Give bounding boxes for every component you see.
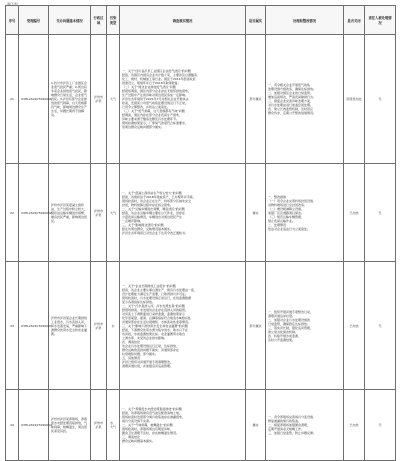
text-line: 但周边群众反映问题部分属实。 (122, 125, 165, 129)
row-district: 泸州市泸县 (91, 164, 107, 262)
text-line: 一、责令养殖场完善雨污分流设施， (268, 415, 317, 419)
text-line: 该河段，水质监测结果达标。农业灌溉用水取自 (122, 331, 186, 336)
row-handling (266, 262, 344, 390)
text-line: 经查，下游群众饮用水源为集中供水，取水口不在 (122, 327, 189, 332)
text-line: 经查，该养殖场建有沼气池及配套消纳土地， (122, 411, 183, 415)
text-line: 一、整改措施 (268, 194, 287, 199)
text-line: 对污水处理站进行加盖密闭处理。 (268, 103, 314, 107)
row-issue: 1.四川市泸县工厂业园区企业废气扰民严重；2.周边有多家企业排放废气扰民，影响群众日常生活，企业废气扰民。3.泸县有部分企业排放的废气刺鼻，白天夜晚都有气味，影响周边群众生产生活，问题长期得不到解决。 (49, 35, 91, 164)
text-line: 一、组织开展河道专项整治行动， (268, 309, 314, 314)
text-line: 经现场调查，园区内部分企业存在无组织排放现象， (122, 89, 192, 93)
text-line: 该企业污水处理设施运行正常，达标排放， (122, 343, 180, 348)
text-line: 一、关于"养殖废水未经处理直接排放"的问题 (122, 407, 182, 411)
text-line: 检查，发现某公司废气收集处理设施运行不正常， (122, 101, 189, 105)
text-line: 依法对企业违法行为立案查处。 (268, 226, 311, 231)
row-code: X3HL202107090001 (19, 35, 49, 164)
text-line: 二、督促养殖场加强圈舍清理， (268, 423, 311, 427)
text-line: 群众诉求，定期公开整改进展情况。 (268, 111, 317, 115)
row-pollution: 水 (107, 262, 120, 390)
text-line: 一定噪声影响。 (122, 218, 144, 223)
text-line: 经查，该企业运输车辆主要在白天作业，但存在 (122, 210, 186, 215)
text-line: 修复渗漏的粪污收集池。 (268, 419, 302, 423)
header-accountability: 责任人被处理情况 (365, 6, 396, 35)
text-line: 及时公开监测结果。 (268, 337, 296, 342)
table-row (6, 35, 396, 164)
row-pollution: 大气 (107, 35, 120, 164)
row-verdict: 部分属实 (246, 262, 266, 390)
text-line: （二）增设喷淋降尘设施， (268, 206, 305, 211)
header-code: 受理编号 (19, 6, 49, 35)
text-line: 经现场排查，未发现该企业存在直排入河的暗管。 (122, 307, 189, 312)
document-note: （续下表） (5, 2, 21, 6)
row-verdict: 属实 (246, 390, 266, 461)
row-accountability: 无 (365, 35, 396, 164)
row-pollution: 大气 (107, 164, 120, 262)
row-verdict: 部分属实 (246, 35, 266, 164)
text-line: 经查，该园区内现有企业共计数十家，主要涉及白酒酿造、 (122, 73, 201, 77)
text-line: 批准设立，规划环评已于2016年取得批复。 (122, 81, 181, 85)
row-investigation (120, 390, 246, 461)
text-line: 泸县生态环境局于2021年7月对相关企业开展执法 (122, 97, 189, 101)
text-line: 三、关于"影响下游饮用水安全和农业灌溉"的问题 (122, 323, 188, 328)
row-handling (266, 35, 344, 164)
row-code: X3HL202107090003 (19, 262, 49, 390)
text-line: 化学需氧量、氨氮、总磷等指标符合地表水Ⅲ类标准。 (122, 315, 194, 320)
text-line: 现场检查时，污水处理设施正常运行，在线监测数据 (122, 295, 192, 300)
text-line: 封闭，物料装卸过程中存在扬尘现象。 (122, 202, 174, 207)
text-line: 少量夜间运输情况，车辆进出对周边居民产生 (122, 214, 183, 219)
text-line: 异味主要来源于酿造发酵及污水处理环节。 (122, 117, 180, 121)
row-number: 23 (6, 262, 19, 390)
header-closed: 是否关闭 (344, 6, 365, 35)
text-line: 五、其他情况 (122, 355, 141, 360)
row-accountability: 无 (365, 390, 396, 461)
row-number: 24 (6, 390, 19, 461)
header-handling: 处理和整改情况 (266, 6, 344, 35)
text-line: 二、加强对园区企业的日常监管， (268, 91, 314, 95)
row-closed: 已办结 (344, 164, 365, 262)
text-line: 一、关于"企业长期排放工业废水"的问题 (122, 283, 176, 288)
header-issue: 交办问题基本情况 (49, 6, 91, 35)
header-district: 行政区域 (91, 6, 107, 35)
row-closed: 已办结 (344, 390, 365, 461)
row-accountability: 无 (365, 262, 396, 390)
text-line: 群众反映问题基本属实。 (122, 439, 156, 443)
table-row (6, 262, 396, 390)
text-line: 对物料堆场进行全封闭改造。 (268, 202, 308, 207)
row-closed: 阶段性办结 (344, 35, 365, 164)
text-line: （三）关于"废气刺鼻，白天夜晚都有气味"问题 (122, 109, 185, 113)
table-row (6, 390, 396, 461)
text-line: 群众反映的直排问题不属实；河道局部存在 (122, 347, 180, 352)
table-row (6, 164, 396, 262)
text-line: 四、建立长效监管机制，及时回应 (268, 107, 314, 111)
text-line: （二）关于"周边企业排放废气扰民"问题 (122, 85, 176, 89)
text-line: 设计处理能力满足生产需要，已取得排污许可证。 (122, 291, 189, 296)
text-line: 圈舍卫生清理不及时，存在蚊蝇滋生情况。 (122, 431, 180, 435)
text-line: 现场检查时，该企业正在生产，料场部分区域未完全 (122, 198, 192, 203)
header-investigation: 调查核实情况 (120, 6, 246, 35)
row-closed: 已办结 (344, 262, 365, 390)
text-line: 上游水库，未受该企业排水影响。 (122, 335, 168, 340)
text-line: 雨污分流设施不完善。 (122, 419, 153, 423)
header-pollution: 污染类型 (107, 6, 120, 35)
text-line: 现场检查时发现部分粪污收集池存在渗漏现象， (122, 415, 186, 419)
text-line: 生产过程中产生的异味对周边居民造成一定影响。 (122, 93, 189, 97)
row-investigation (120, 35, 246, 164)
text-line: 二、加强对企业污水处理设施的 (268, 317, 311, 322)
text-line: 经查，该搅拌站于2018年建成投产，已办理环评手续。 (122, 194, 196, 199)
row-pollution: 水、大气 (107, 390, 120, 461)
text-line: 二、处理情况 (268, 222, 287, 227)
row-accountability: 无 (365, 164, 396, 262)
text-line: （三）规范运输车辆管理， (268, 214, 305, 219)
text-line: 加强厂区及道路清扫保洁。 (268, 210, 305, 215)
row-investigation (120, 262, 246, 390)
text-line: 河道局部存在生活垃圾堆积、水体流动性差等情况。 (122, 319, 192, 324)
text-line: 建立常态化保洁机制。 (268, 329, 299, 334)
row-number: 21 (6, 35, 19, 164)
row-handling (266, 390, 344, 461)
text-line: 已责令立即整改，并依法立案查处。 (122, 105, 171, 109)
row-issue: 泸州市泸县某混凝土搅拌站，生产过程中粉尘较大，搅拌站运输车辆进出频繁，噪音扰民严重，影响周边居民。 (49, 164, 91, 262)
text-line: 二、关于"运输车辆进出频繁，噪音扰民"的问题 (122, 206, 185, 211)
text-line: 定期开展消杀灭蚊蝇工作。 (268, 427, 305, 431)
text-line: 对河流上下游断面进行采样监测，监测结果显示 (122, 311, 186, 316)
text-line: 现场检查时，养殖场周边有明显异味， (122, 427, 174, 431)
text-line: 化工、建材、机械加工等行业。园区于2011年经省政府 (122, 77, 196, 81)
text-line: 日常监管，确保稳定达标排放。 (268, 321, 311, 326)
row-issue: 泸州市泸县某企业长期排放工业废水，污水直排入河，河水发黑发臭，严重影响下游群众饮用水安全和农业灌溉。 (49, 262, 91, 390)
text-line: 三、调查结论 (122, 435, 141, 439)
text-line: 二、关于"气味刺鼻，蚊蝇滋生"的问题 (122, 423, 173, 427)
row-code: X3HL202107090002 (19, 164, 49, 262)
row-district: 泸州市泸县 (91, 262, 107, 390)
text-line: 四、调查结论 (122, 339, 141, 344)
text-line: 增加巡查频次，严查夜间偷排行为。 (268, 95, 317, 99)
text-line: 垃圾堆积问题，部分属实。 (122, 351, 159, 356)
text-line: 现场检测结果显示，厂界臭气浓度符合标准要求， (122, 121, 189, 125)
row-investigation (120, 164, 246, 262)
complaint-table (5, 5, 396, 461)
header-verdict: 是否属实 (246, 6, 266, 35)
text-line: 显示各项指标达标排放。 (122, 299, 156, 304)
text-line: 一、关于"混凝土搅拌站生产粉尘较大"的问题 (122, 190, 182, 195)
row-district: 泸州市泸县 (91, 390, 107, 461)
row-code: X3HL202107090004 (19, 390, 49, 461)
text-line: （一）责令企业完善料场封闭设施， (268, 198, 317, 203)
text-line: 三、落实河长制，强化巡河管理， (268, 325, 314, 330)
text-line: 一、责令相关企业开展废气收集 (268, 83, 311, 87)
text-line: 一、关于"四川省泸县工业园区企业废气扰民"的问题 (122, 69, 191, 73)
text-line: 治理设施升级改造，确保达标排放。 (268, 87, 317, 91)
text-line: 清理河道垃圾，并加强沿河巡查管理。 (122, 363, 174, 368)
row-number: 22 (6, 164, 19, 262)
table-header-row (6, 6, 396, 35)
text-line: 经调查，园区内存在部分企业夜间生产现象， (122, 113, 183, 117)
text-line: 经查，该企业主要从事白酒生产，建有污水处理站一座， (122, 287, 198, 292)
text-line: 二、关于"污水直排入河，河水发黑发臭"的问题 (122, 303, 185, 308)
row-handling (266, 164, 344, 262)
text-line: 三、加强日常监管，防止问题反弹。 (268, 431, 317, 435)
text-line: 经走访周边群众，反映情况基本属实。 (122, 226, 174, 231)
row-verdict: 属实 (246, 164, 266, 262)
text-line: 三、督促企业完善异味治理方案， (268, 99, 314, 103)
text-line: 四、持续开展水质监测， (268, 333, 302, 338)
text-line: 清理河道沿岸垃圾。 (268, 313, 296, 318)
row-district: 泸州市泸县 (91, 35, 107, 164)
text-line: 三、关于"影响周边居民"的问题 (122, 222, 164, 227)
text-line: 泸县生态环境局已对该企业下达责令改正通知书。 (122, 230, 189, 235)
text-line: 泸县已组织对河道开展专项清理整治， (122, 359, 174, 364)
row-issue: 泸州市泸县某养殖场，养殖废水未经处理直接排放，气味刺鼻，蚊蝇滋生，周边居民深受其扰。 (49, 390, 91, 461)
text-line: 禁止夜间运输作业。 (268, 218, 296, 223)
header-index: 序号 (6, 6, 19, 35)
